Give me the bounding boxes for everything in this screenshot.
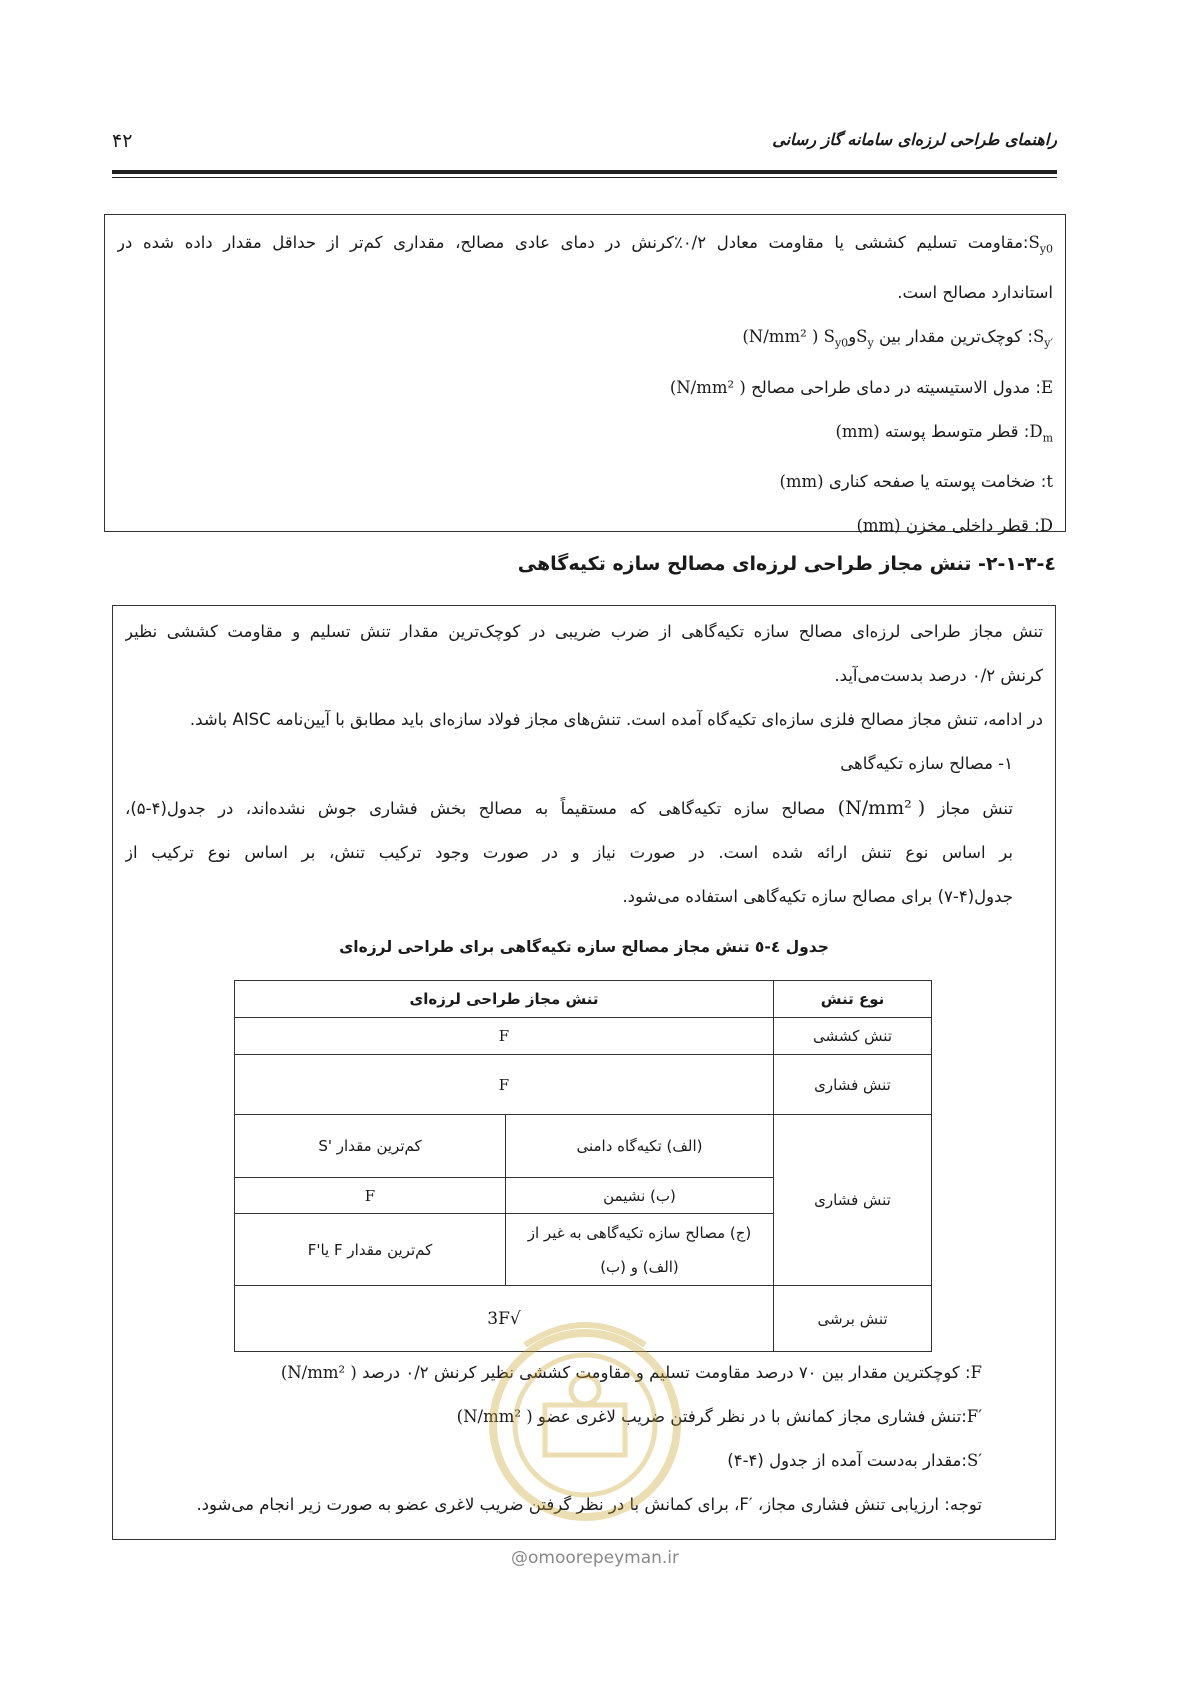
p3-line1: تنش مجاز (N/mm² ) مصالح سازه تکیه‌گاهی که مستقیماً به مصالح بخش فشاری جوش نشده‌اند، در جدول(۴-۵)، xyxy=(125,797,1014,819)
p3-line3: جدول(۴-۷) برای مصالح سازه تکیه‌گاهی استفاده می‌شود. xyxy=(622,887,1013,906)
p2-line: در ادامه، تنش مجاز مصالح فلزی سازه‌ای تکیه‌گاه آمده است. تنش‌های مجاز فولاد سازه‌ای باید مطابق با آیین‌نامه AISC باشد. xyxy=(189,710,1043,729)
at-icon: @ xyxy=(510,1548,528,1568)
page-header xyxy=(112,120,1057,160)
table-row: (ب) نشیمن F xyxy=(235,1178,932,1214)
def-sy0-line1: $S_{y0}:مقاومت$ تسلیم کششی یا مقاومت معادل ۰/۲٪کرنش در دمای عادی مصالح، مقداری کم‌تر از حداقل مقدار داده شده در xyxy=(117,221,1053,271)
definitions-box xyxy=(104,214,1066,535)
def-syp: $S_{y'}$: کوچک‌ترین مقدار بین $S_yوS_{y0}$ (N/mm² ) xyxy=(742,327,1053,350)
table-caption: جدول ٤-٥ تنش مجاز مصالح سازه تکیه‌گاهی برای طراحی لرزه‌ای xyxy=(339,938,829,956)
table-header-row xyxy=(235,981,932,1018)
p3-line2: بر اساس نوع تنش ارائه شده است. در صورت نیاز و در صورت وجود ترکیب تنش، بر اساس نوع ترکیب از xyxy=(125,843,1013,862)
sy0-symbol: $S_{y0}$ xyxy=(1028,233,1053,256)
def-t: t: ضخامت پوسته یا صفحه کناری (mm) xyxy=(779,471,1053,491)
table-row: تنش کششی F xyxy=(235,1018,932,1055)
allowable-stress-table xyxy=(234,980,932,1352)
def-sy0-line2: استاندارد مصالح است. xyxy=(897,283,1053,303)
table-row: (ج) مصالح سازه تکیه‌گاهی به غیر از (الف) و (ب) کم‌ترین مقدار F یا'F xyxy=(235,1214,932,1286)
p1-line2: کرنش ۰/۲ درصد بدست‌می‌آید. xyxy=(834,666,1043,685)
table-row: تنش فشاری (الف) تکیه‌گاه دامنی کم‌ترین مقدار 'S xyxy=(235,1115,932,1178)
table-row: تنش فشاری F xyxy=(235,1055,932,1115)
def-e: E: مدول الاستیسیته در دمای طراحی مصالح (N/mm² ) xyxy=(669,377,1053,397)
header-rule-thick xyxy=(112,170,1057,174)
table-row: تنش برشی √3F xyxy=(235,1286,932,1352)
note-fp: F′:تنش فشاری مجاز کمانش با در نظر گرفتن ضریب لاغری عضو (N/mm² ) xyxy=(456,1407,982,1426)
note-evaluation: توجه: ارزیابی تنش فشاری مجاز، ′F، برای کمانش با در نظر گرفتن ضریب لاغری عضو به صورت زیر انجام می‌شود. xyxy=(196,1495,982,1514)
watermark-seal-icon xyxy=(485,1305,685,1545)
item1-heading: ۱- مصالح سازه تکیه‌گاهی xyxy=(840,754,1013,773)
page-number: ۴۲ xyxy=(112,130,133,152)
p1-line1: تنش مجاز طراحی لرزه‌ای مصالح سازه تکیه‌گاهی از ضرب ضریبی در کوچک‌ترین مقدار تنش تسلیم و مقاومت کششی نظیر xyxy=(125,622,1043,641)
note-f: F: کوچکترین مقدار بین ۷۰ درصد مقاومت تسلیم و مقاومت کششی نظیر کرنش ۰/۲ درصد (N/mm² ) xyxy=(280,1363,982,1382)
running-title: راهنمای طراحی لرزه‌ای سامانه گاز رسانی xyxy=(772,130,1057,149)
site-watermark: @omoorepeyman.ir xyxy=(510,1548,680,1568)
def-d: D: قطر داخلی مخزن (mm) xyxy=(856,515,1053,535)
def-dm: $D_m$: قطر متوسط پوسته (mm) xyxy=(835,421,1053,444)
col-allowable-header: تنش مجاز طراحی لرزه‌ای xyxy=(235,981,774,1018)
note-sp: S′:مقدار به‌دست آمده از جدول (۴-۴) xyxy=(727,1451,982,1470)
section-heading: ٤-٣-١-٢- تنش مجاز طراحی لرزه‌ای مصالح سازه تکیه‌گاهی xyxy=(517,553,1056,575)
col-type-header: نوع تنش xyxy=(774,981,932,1018)
header-rule-thin xyxy=(112,177,1057,178)
